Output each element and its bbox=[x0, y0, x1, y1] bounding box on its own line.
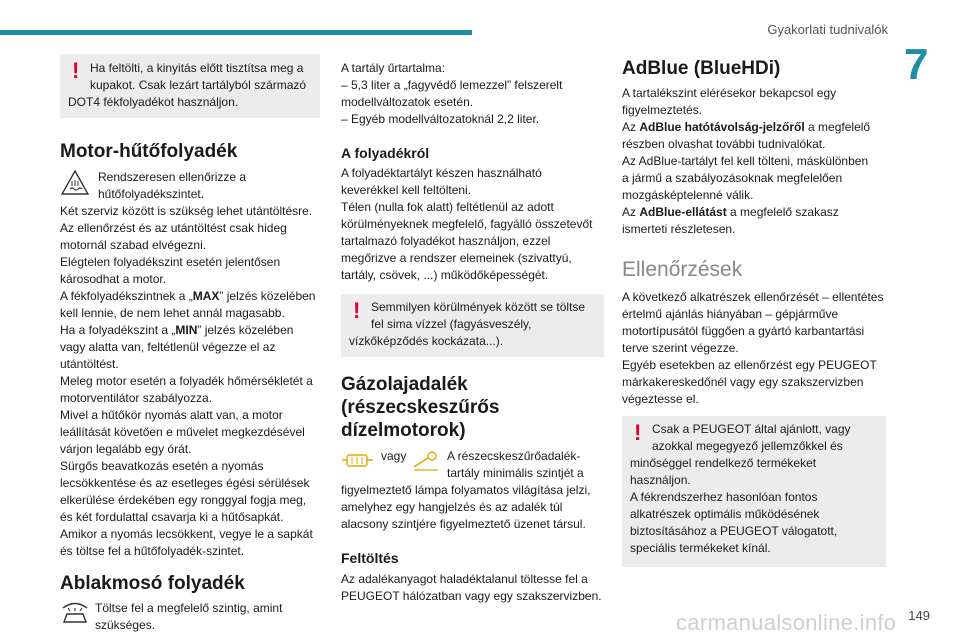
body-text: utántöltést. bbox=[60, 357, 119, 371]
body-text: Meleg motor esetén a folyadék hőmérsékletét a bbox=[60, 374, 313, 388]
note-line: alkatrészek optimális működésének bbox=[630, 507, 820, 521]
body-text: Az ellenőrzést és az utántöltést csak hideg bbox=[60, 221, 287, 235]
column-right bbox=[622, 57, 886, 567]
body-text: Az bbox=[622, 120, 640, 134]
body-text: Elégtelen folyadékszint esetén jelentősen bbox=[60, 255, 281, 269]
body-text: ismerteti részletesen. bbox=[622, 222, 736, 236]
body-text: Az bbox=[622, 205, 640, 219]
diesel-heading-line: dízelmotorok) bbox=[341, 420, 466, 441]
coolant-warning-text: Rendszeresen ellenőrizze a bbox=[98, 170, 247, 184]
note-line: Semmilyen körülmények között se töltse bbox=[371, 300, 586, 314]
body-text: Két szerviz között is szükség lehet utántöltésre. bbox=[60, 204, 313, 218]
diesel-heading-line: (részecskeszűrős bbox=[341, 397, 500, 418]
coolant-warning-block bbox=[60, 169, 320, 203]
recommended-products-note bbox=[622, 416, 886, 567]
note-line: minőséggel rendelkező termékeket bbox=[630, 456, 817, 470]
washer-fluid-text: szükséges. bbox=[95, 618, 156, 632]
body-text: tartalmazó folyadékot használjon, ezzel bbox=[341, 234, 551, 248]
refill-heading: Feltöltés bbox=[341, 550, 399, 566]
dpf-warning-block bbox=[341, 448, 604, 482]
note-line: Ha feltölti, a kinyitás előtt tisztítsa meg a bbox=[90, 61, 304, 75]
page-number: 149 bbox=[908, 608, 930, 623]
dpf-warning-text: A részecskeszűrőadalék- bbox=[447, 449, 581, 463]
exclamation-icon: ! bbox=[634, 420, 642, 445]
diesel-additive-heading bbox=[341, 373, 604, 442]
adblue-supply-reference: AdBlue-ellátást bbox=[639, 205, 727, 219]
exclamation-icon: ! bbox=[353, 298, 361, 323]
body-text: és töltse fel a hűtőfolyadék-szintet. bbox=[60, 544, 245, 558]
adblue-supply-line bbox=[622, 204, 886, 221]
body-text: motortípusától függően a gyártó karbantartási bbox=[622, 324, 865, 338]
note-line: DOT4 fékfolyadékot használjon. bbox=[68, 95, 239, 109]
body-text: Amikor a nyomás lecsökkent, vegye le a sapkát bbox=[60, 527, 313, 541]
service-key-warning-icon bbox=[411, 450, 441, 472]
body-text: A tartály űrtartalma: bbox=[341, 61, 446, 75]
body-text: ” jelzés közelében bbox=[219, 289, 316, 303]
body-text: és két fordulattal csavarja ki a hűtősapkát. bbox=[60, 510, 284, 524]
note-line: fel sima vízzel (fagyásveszély, bbox=[371, 317, 532, 331]
body-text: modellváltozatok esetén. bbox=[341, 95, 474, 109]
body-text: motornál szabad elvégezni. bbox=[60, 238, 207, 252]
diesel-heading-line: Gázolajadalék bbox=[341, 374, 468, 395]
note-line: használjon. bbox=[630, 473, 691, 487]
body-text: károsodhat a motor. bbox=[60, 272, 167, 286]
body-text: lecsökkentése és az esetleges égési sérülések bbox=[60, 476, 310, 490]
washer-fluid-text: Töltse fel a megfelelő szintig, amint bbox=[95, 601, 283, 615]
adblue-range-line bbox=[622, 119, 886, 136]
body-text: várjon legalább egy órát. bbox=[60, 442, 192, 456]
max-level-line bbox=[60, 288, 320, 305]
body-text: részben olvashat további tudnivalókat. bbox=[622, 137, 826, 151]
body-text: figyelmeztetés. bbox=[622, 103, 703, 117]
brake-fluid-note bbox=[60, 54, 320, 118]
body-text: értelmű ajánlás hiányában – gépjárműve bbox=[622, 307, 839, 321]
body-text: leállítását követően e művelet megkezdésével bbox=[60, 425, 305, 439]
washer-fluid-icon bbox=[60, 600, 90, 628]
body-text: PEUGEOT hálózatban vagy egy szakszervizben. bbox=[341, 589, 602, 603]
body-text: – 5,3 liter a „fagyvédő lemezzel” felszerelt bbox=[341, 78, 563, 92]
washer-fluid-heading: Ablakmosó folyadék bbox=[60, 573, 245, 594]
body-text: A következő alkatrészek ellenőrzését – ellentétes bbox=[622, 290, 884, 304]
body-text: – Egyéb modellváltozatoknál 2,2 liter. bbox=[341, 112, 540, 126]
body-text: mozgásképtelenné válik. bbox=[622, 188, 754, 202]
body-text: Mivel a hűtőkör nyomás alatt van, a motor bbox=[60, 408, 283, 422]
or-text: vagy bbox=[381, 449, 407, 463]
column-middle bbox=[341, 60, 604, 605]
note-line: kupakot. Csak lezárt tartályból származó bbox=[90, 78, 307, 92]
adblue-heading: AdBlue (BlueHDi) bbox=[622, 58, 781, 79]
body-text: Ha a folyadékszint a „ bbox=[60, 323, 176, 337]
body-text: kell lennie, de nem lehet annál magasabb. bbox=[60, 306, 285, 320]
note-line: azokkal megegyező jellemzőkkel és bbox=[652, 439, 843, 453]
note-line: speciális termékeket kínál. bbox=[630, 541, 771, 555]
body-text: terve szerint végezze. bbox=[622, 341, 739, 355]
washer-fluid-block bbox=[60, 600, 320, 634]
adblue-range-reference: AdBlue hatótávolság-jelzőről bbox=[639, 120, 805, 134]
chapter-number: 7 bbox=[904, 40, 929, 89]
body-text: amelyhez egy hangjelzés és az adalék túl bbox=[341, 500, 563, 514]
body-text: a megfelelő bbox=[804, 120, 871, 134]
water-warning-note bbox=[341, 294, 604, 357]
body-text: figyelmeztető lámpa folyamatos világítása jelzi, bbox=[341, 483, 591, 497]
body-text: tartály, csövek, ...) működőképességét. bbox=[341, 268, 549, 282]
note-line: biztosításához a PEUGEOT válogatott, bbox=[630, 524, 838, 538]
note-line: A fékrendszerhez hasonlóan fontos bbox=[630, 490, 818, 504]
body-text: körülményeknek megfelelő, fagyálló összetevőt bbox=[341, 217, 593, 231]
fluid-heading: A folyadékról bbox=[341, 145, 430, 161]
exclamation-icon: ! bbox=[72, 58, 80, 83]
section-title: Gyakorlati tudnivalók bbox=[767, 22, 888, 37]
note-line: vízkőképződés kockázata...). bbox=[349, 334, 504, 348]
body-text: a jármű a szabályozásoknak megfelelően bbox=[622, 171, 843, 185]
column-left bbox=[60, 54, 320, 634]
coolant-warning-text: hűtőfolyadékszintet. bbox=[98, 187, 205, 201]
body-text: A folyadéktartályt készen használható bbox=[341, 166, 542, 180]
body-text: a megfelelő szakasz bbox=[726, 205, 839, 219]
note-line: Csak a PEUGEOT által ajánlott, vagy bbox=[652, 422, 851, 436]
min-level-line bbox=[60, 322, 320, 339]
body-text: A fékfolyadékszintnek a „ bbox=[60, 289, 193, 303]
body-text: Egyéb esetekben az ellenőrzést egy PEUGEOT bbox=[622, 358, 877, 372]
body-text: motorventilátor szabályozza. bbox=[60, 391, 213, 405]
watermark: carmanualsonline.info bbox=[676, 610, 897, 635]
dpf-warning-text: tartály minimális szintjét a bbox=[447, 466, 584, 480]
header-accent-bar bbox=[0, 30, 472, 35]
body-text: megőrizve a rendszer elemeinek (szivattyú, bbox=[341, 251, 572, 265]
body-text: keverékkel kell feltölteni. bbox=[341, 183, 472, 197]
body-text: Az adalékanyagot haladéktalanul töltesse fel a bbox=[341, 572, 588, 586]
body-text: elkerülése érdekében egy ronggyal fogja meg, bbox=[60, 493, 307, 507]
body-text: Sürgős beavatkozás esetén a nyomás bbox=[60, 459, 264, 473]
coolant-heading: Motor-hűtőfolyadék bbox=[60, 141, 238, 162]
body-text: ” jelzés közelében bbox=[197, 323, 294, 337]
body-text: alacsony szintjére figyelmeztető üzenet társul. bbox=[341, 517, 586, 531]
body-text: márkakereskedőnél vagy egy szakszervizben bbox=[622, 375, 864, 389]
body-text: végeztesse el. bbox=[622, 392, 699, 406]
body-text: Az AdBlue-tartályt fel kell tölteni, máskülönben bbox=[622, 154, 869, 168]
body-text: A tartalékszint elérésekor bekapcsol egy bbox=[622, 86, 837, 100]
particle-filter-warning-icon bbox=[341, 450, 375, 472]
body-text: Télen (nulla fok alatt) feltétlenül az adott bbox=[341, 200, 554, 214]
min-marker-text: MIN bbox=[175, 323, 198, 337]
checks-heading: Ellenőrzések bbox=[622, 258, 743, 281]
hot-warning-icon bbox=[60, 169, 90, 197]
body-text: vagy alatta van, feltétlenül végezze el az bbox=[60, 340, 276, 354]
max-marker-text: MAX bbox=[192, 289, 220, 303]
